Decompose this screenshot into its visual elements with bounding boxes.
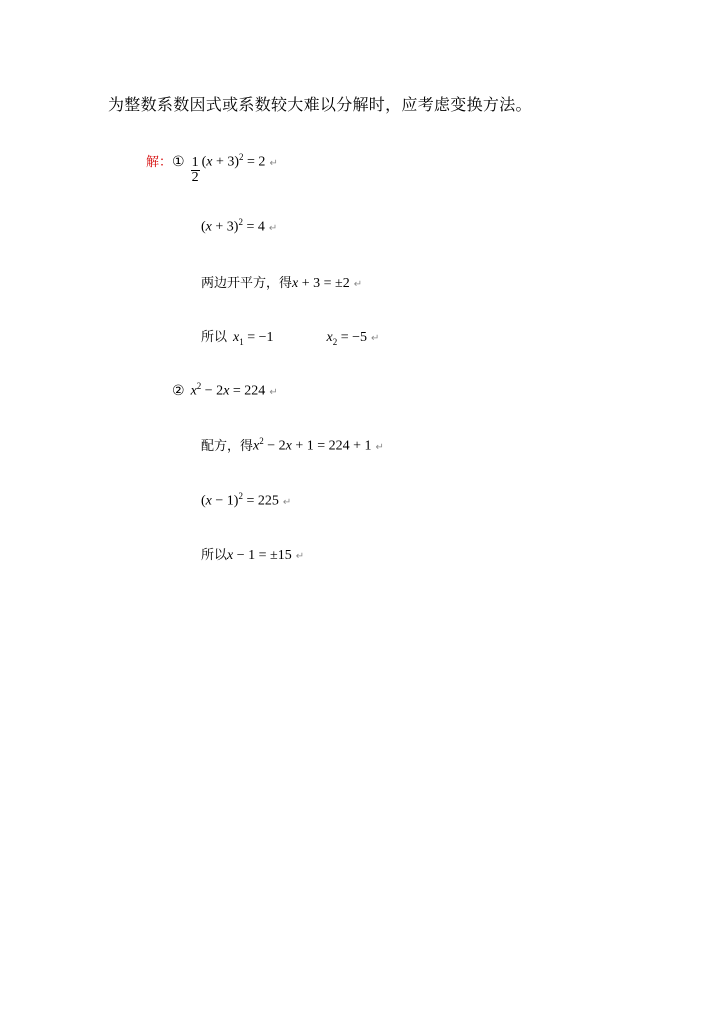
solution-step-6 <box>201 435 384 455</box>
paragraph-mark: ↵ <box>353 279 363 290</box>
step-marker-2: ② <box>172 382 185 399</box>
step-marker-1: ① <box>172 153 185 170</box>
solution-step-8 <box>201 544 304 564</box>
step-4-text: 所以 <box>201 330 228 345</box>
paragraph-mark: ↵ <box>268 222 278 234</box>
equation-6: $x^2 - 2x + 1 = 224 + 1$ <box>253 436 372 454</box>
solution-step-7 <box>201 491 291 510</box>
solution-step-4 <box>201 326 379 347</box>
step-3-text: 两边开平方，得 <box>201 276 293 291</box>
step-6-text: 配方，得 <box>201 439 254 454</box>
solution-step-5 <box>172 381 278 400</box>
equation-2: $(x + 3)^2 = 4$ <box>201 217 265 235</box>
solution-step-3 <box>201 272 362 292</box>
paragraph-mark: ↵ <box>371 333 380 344</box>
paragraph-mark: ↵ <box>282 496 292 508</box>
solution-label: 解： <box>146 154 173 170</box>
equation-4: $x_1 = -1$ $x_2 = -5$ <box>233 330 368 347</box>
paragraph-mark: ↵ <box>269 386 278 398</box>
equation-7: $(x - 1)^2 = 225$ <box>201 491 279 509</box>
equation-5: $x^2 - 2x = 224$ <box>190 381 266 399</box>
equation-1: $\frac{1}{2}$ $(x + 3)^2 = 2$ <box>191 152 266 185</box>
step-8-text: 所以 <box>201 548 228 563</box>
equation-8: x − 1 = ±15 <box>227 548 292 563</box>
paragraph-mark: ↵ <box>375 442 384 453</box>
paragraph-mark: ↵ <box>269 157 278 169</box>
solution-step-2 <box>201 217 277 236</box>
paragraph-mark: ↵ <box>295 551 305 562</box>
equation-3: x + 3 = ±2 <box>292 276 350 291</box>
fraction-one-half: $\frac{1}{2}$ <box>191 155 199 185</box>
solution-step-1 <box>146 148 278 185</box>
intro-sentence: 为整数系数因式或系数较大难以分解时，应考虑变换方法。 <box>108 95 532 114</box>
